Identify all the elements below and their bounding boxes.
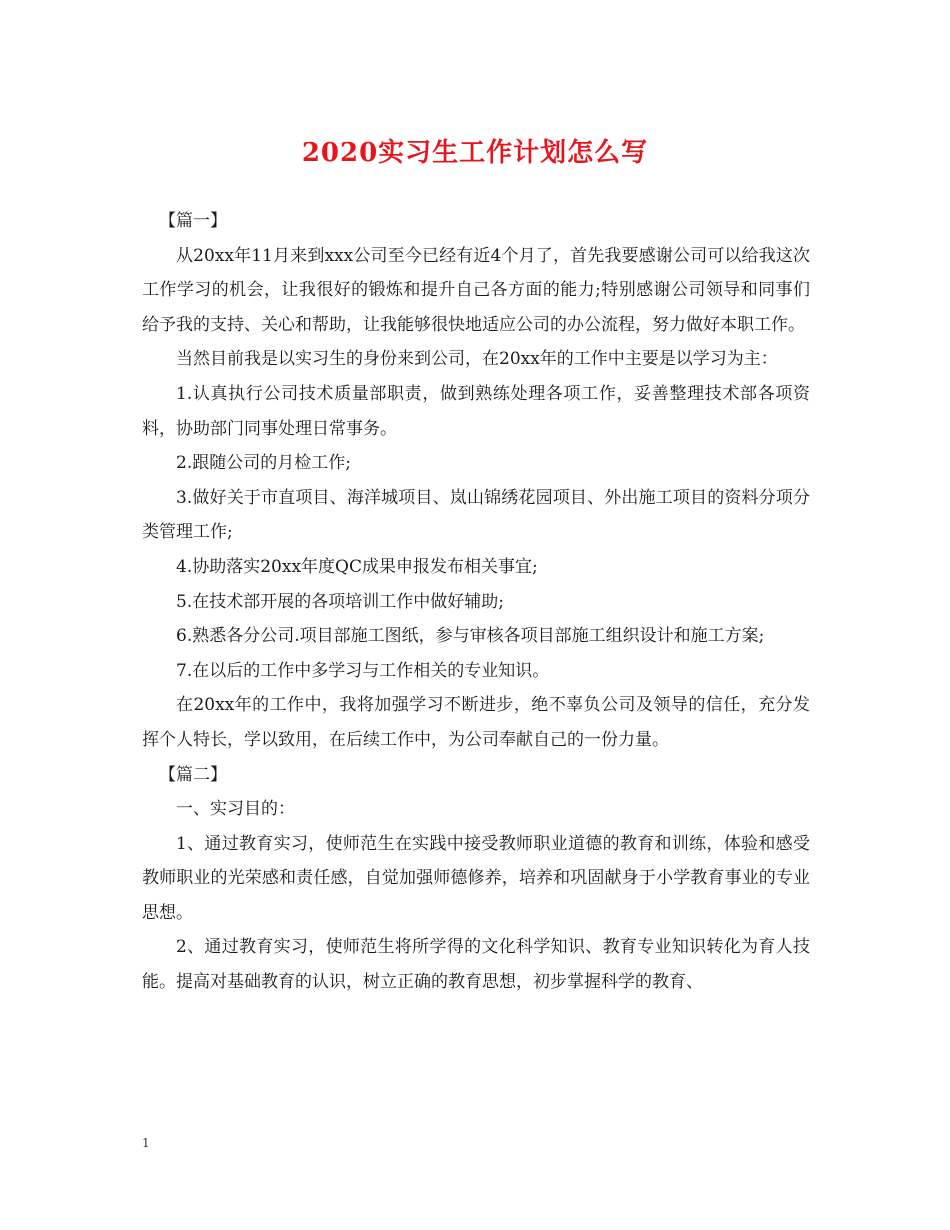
list-item: 6.熟悉各分公司.项目部施工图纸，参与审核各项目部施工组织设计和施工方案; — [176, 626, 765, 647]
paragraph: 在20xx年的工作中，我将加强学习不断进步，绝不辜负公司及领导的信任，充分发挥个人特长，学以致用，在后续工作中，为公司奉献自己的一份力量。 — [142, 695, 810, 750]
list-item: 4.协助落实20xx年度QC成果申报发布相关事宜; — [176, 556, 538, 577]
list-item: 7.在以后的工作中多学习与工作相关的专业知识。 — [176, 660, 550, 681]
paragraph: 1、通过教育实习，使师范生在实践中接受教师职业道德的教育和训练，体验和感受教师职业的光荣感和责任感，自觉加强师德修养，培养和巩固献身于小学教育事业的专业思想。 — [142, 833, 810, 923]
paragraph: 从20xx年11月来到xxx公司至今已经有近4个月了，首先我要感谢公司可以给我这次工作学习的机会，让我很好的锻炼和提升自己各方面的能力;特别感谢公司领导和同事们给予我的支持、关心和帮助，让我能够很快地适应公司的办公流程，努力做好本职工作。 — [142, 245, 810, 335]
list-item: 5.在技术部开展的各项培训工作中做好辅助; — [176, 591, 504, 612]
paragraph: 2、通过教育实习，使师范生将所学得的文化科学知识、教育专业知识转化为育人技能。提高对基础教育的认识，树立正确的教育思想，初步掌握科学的教育、 — [142, 937, 810, 993]
section-heading-2: 【篇二】 — [159, 764, 227, 785]
list-item: 2.跟随公司的月检工作; — [176, 453, 351, 474]
list-item: 3.做好关于市直项目、海洋城项目、岚山锦绣花园项目、外出施工项目的资料分项分类管理工作; — [142, 487, 810, 543]
document-body — [142, 204, 810, 1000]
paragraph: 当然目前我是以实习生的身份来到公司，在20xx年的工作中主要是以学习为主： — [176, 349, 778, 370]
list-item: 1.认真执行公司技术质量部职责，做到熟练处理各项工作，妥善整理技术部各项资料，协助部门同事处理日常事务。 — [142, 383, 810, 439]
subheading: 一、实习目的： — [176, 799, 295, 820]
page-number: 1 — [142, 1136, 150, 1150]
document-title: 2020实习生工作计划怎么写 — [301, 138, 649, 168]
section-heading-1: 【篇一】 — [159, 211, 227, 231]
